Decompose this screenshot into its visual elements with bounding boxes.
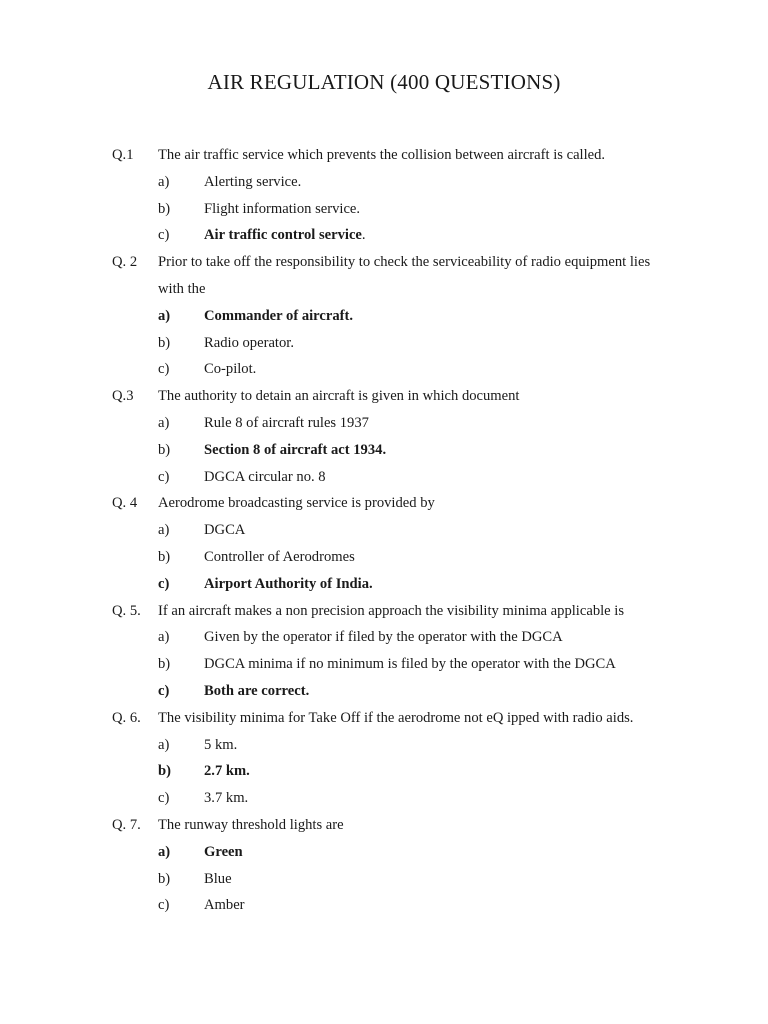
question-list <box>0 142 768 919</box>
option-letter: b) <box>158 870 171 887</box>
question-2-continuation <box>0 276 768 303</box>
question-number: Q. 4 <box>112 495 138 512</box>
correct-answer-text: Green <box>204 843 243 860</box>
option-letter: c) <box>158 682 170 699</box>
option-letter: a) <box>158 629 170 646</box>
option-letter: c) <box>158 468 170 485</box>
option-letter: c) <box>158 227 170 244</box>
option-c <box>0 356 768 383</box>
option-b <box>0 437 768 464</box>
option-text: Given by the operator if filed by the operator with the DGCA <box>204 629 563 646</box>
option-text: DGCA circular no. 8 <box>204 468 326 485</box>
option-text: DGCA minima if no minimum is filed by the operator with the DGCA <box>204 656 616 673</box>
option-text: 3.7 km. <box>204 790 249 807</box>
option-a <box>0 624 768 651</box>
option-a <box>0 169 768 196</box>
option-text: Co-pilot. <box>204 361 257 378</box>
option-letter: c) <box>158 790 170 807</box>
correct-answer-text: Airport Authority of India. <box>204 575 373 592</box>
option-letter: a) <box>158 843 171 860</box>
option-a <box>0 839 768 866</box>
option-text-correct-wrap <box>204 222 366 249</box>
option-letter: b) <box>158 763 171 780</box>
option-c <box>0 892 768 919</box>
option-letter: b) <box>158 334 171 351</box>
question-6 <box>0 705 768 732</box>
option-c <box>0 571 768 598</box>
option-text: Alerting service. <box>204 173 302 190</box>
question-number: Q. 2 <box>112 254 138 271</box>
question-4 <box>0 490 768 517</box>
question-text: with the <box>158 280 206 297</box>
option-letter: a) <box>158 522 170 539</box>
correct-answer-text: Both are correct. <box>204 682 310 699</box>
correct-answer-text: Commander of aircraft. <box>204 307 354 324</box>
option-text: 5 km. <box>204 736 238 753</box>
correct-answer-text: Section 8 of aircraft act 1934. <box>204 441 387 458</box>
option-text: Radio operator. <box>204 334 294 351</box>
option-letter: b) <box>158 548 171 565</box>
option-text: Rule 8 of aircraft rules 1937 <box>204 414 369 431</box>
question-2 <box>0 249 768 276</box>
question-7 <box>0 812 768 839</box>
option-c <box>0 464 768 491</box>
option-text: Flight information service. <box>204 200 361 217</box>
option-a <box>0 517 768 544</box>
option-letter: a) <box>158 173 170 190</box>
option-a <box>0 303 768 330</box>
option-letter: a) <box>158 414 170 431</box>
option-b <box>0 544 768 571</box>
correct-answer-text: 2.7 km. <box>204 763 250 780</box>
option-letter: b) <box>158 441 171 458</box>
option-text: DGCA <box>204 522 246 539</box>
option-a <box>0 410 768 437</box>
option-c <box>0 785 768 812</box>
question-number: Q. 6. <box>112 709 141 726</box>
option-letter: c) <box>158 897 170 914</box>
option-c <box>0 222 768 249</box>
option-a <box>0 732 768 759</box>
option-b <box>0 330 768 357</box>
question-text: The air traffic service which prevents the collision between aircraft is called. <box>158 147 606 163</box>
question-number: Q.1 <box>112 147 134 163</box>
option-letter: b) <box>158 200 171 217</box>
question-1 <box>0 142 768 169</box>
option-b <box>0 758 768 785</box>
option-letter: a) <box>158 736 170 753</box>
option-letter: c) <box>158 361 170 378</box>
option-letter: c) <box>158 575 170 592</box>
question-text: The runway threshold lights are <box>158 816 344 833</box>
option-text: Blue <box>204 870 232 887</box>
option-letter: a) <box>158 307 171 324</box>
question-text: Aerodrome broadcasting service is provided by <box>158 495 435 512</box>
option-text: Amber <box>204 897 245 914</box>
question-text: The authority to detain an aircraft is given in which document <box>158 388 520 405</box>
correct-answer-text: Air traffic control service <box>204 227 362 244</box>
question-number: Q.3 <box>112 388 134 405</box>
option-b <box>0 196 768 223</box>
option-b <box>0 651 768 678</box>
question-text: The visibility minima for Take Off if the aerodrome not eQ ipped with radio aids. <box>158 709 634 726</box>
option-c <box>0 678 768 705</box>
question-text: Prior to take off the responsibility to check the serviceability of radio equipment lies <box>158 254 651 271</box>
question-3 <box>0 383 768 410</box>
option-text-trail: . <box>361 227 366 244</box>
question-number: Q. 5. <box>112 602 141 619</box>
question-5 <box>0 598 768 625</box>
question-text: If an aircraft makes a non precision approach the visibility minima applicable is <box>158 602 625 619</box>
option-letter: b) <box>158 656 171 673</box>
option-text: Controller of Aerodromes <box>204 548 355 565</box>
page-title: AIR REGULATION (400 QUESTIONS) <box>207 70 561 94</box>
question-number: Q. 7. <box>112 816 141 833</box>
option-b <box>0 866 768 893</box>
